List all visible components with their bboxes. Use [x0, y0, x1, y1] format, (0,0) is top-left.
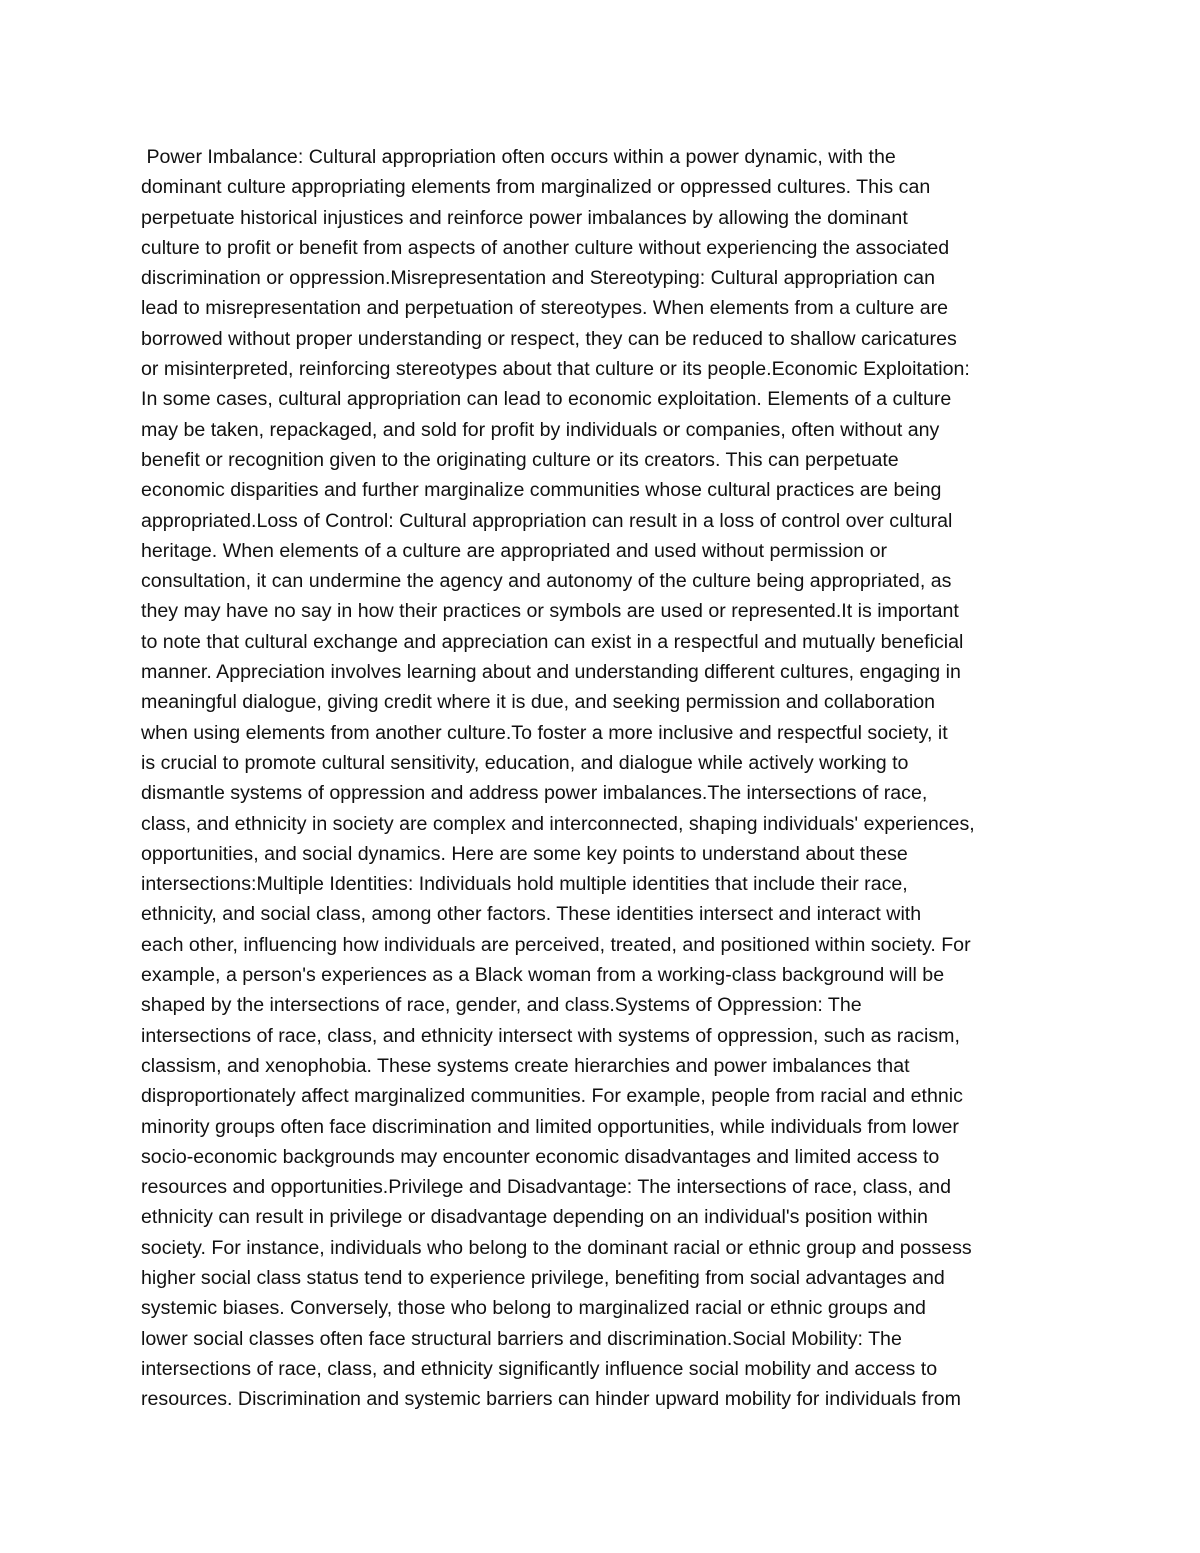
text-line: heritage. When elements of a culture are appropriated and used without permission or	[141, 539, 888, 562]
text-line: intersections of race, class, and ethnicity intersect with systems of oppression, such as racism,	[141, 1024, 960, 1047]
text-line: disproportionately affect marginalized communities. For example, people from racial and ethnic	[141, 1085, 963, 1108]
text-line: perpetuate historical injustices and reinforce power imbalances by allowing the dominant	[141, 206, 908, 229]
text-line: higher social class status tend to experience privilege, benefiting from social advantages and	[141, 1266, 945, 1289]
text-line: each other, influencing how individuals are perceived, treated, and positioned within society. For	[141, 933, 971, 956]
text-line: is crucial to promote cultural sensitivity, education, and dialogue while actively working to	[141, 751, 909, 774]
text-line: classism, and xenophobia. These systems create hierarchies and power imbalances that	[141, 1054, 910, 1077]
text-line: benefit or recognition given to the originating culture or its creators. This can perpetuate	[141, 448, 899, 471]
text-line: shaped by the intersections of race, gender, and class.Systems of Oppression: The	[141, 994, 862, 1017]
text-line: dominant culture appropriating elements from marginalized or oppressed cultures. This can	[141, 176, 931, 199]
text-line: intersections:Multiple Identities: Individuals hold multiple identities that include their race,	[141, 873, 908, 896]
text-line: In some cases, cultural appropriation can lead to economic exploitation. Elements of a culture	[141, 388, 952, 411]
text-line: dismantle systems of oppression and address power imbalances.The intersections of race,	[141, 782, 928, 805]
text-line: when using elements from another culture.To foster a more inclusive and respectful society, it	[141, 721, 948, 744]
text-line: resources. Discrimination and systemic barriers can hinder upward mobility for individuals from	[141, 1388, 961, 1411]
text-line: resources and opportunities.Privilege and Disadvantage: The intersections of race, class, and	[141, 1176, 951, 1199]
text-line: they may have no say in how their practices or symbols are used or represented.It is important	[141, 600, 959, 623]
text-line: culture to profit or benefit from aspects of another culture without experiencing the associated	[141, 236, 950, 259]
text-line: consultation, it can undermine the agency and autonomy of the culture being appropriated, as	[141, 570, 952, 593]
text-line: manner. Appreciation involves learning about and understanding different cultures, engaging in	[141, 661, 961, 684]
text-line: class, and ethnicity in society are complex and interconnected, shaping individuals' experiences,	[141, 812, 975, 835]
text-line: may be taken, repackaged, and sold for profit by individuals or companies, often without any	[141, 418, 940, 441]
text-line: borrowed without proper understanding or respect, they can be reduced to shallow caricatures	[141, 327, 957, 350]
text-line: appropriated.Loss of Control: Cultural appropriation can result in a loss of control over cultural	[141, 509, 953, 532]
text-line: Power Imbalance: Cultural appropriation often occurs within a power dynamic, with the	[141, 146, 896, 168]
document-body	[141, 142, 1081, 1414]
text-line: discrimination or oppression.Misrepresentation and Stereotyping: Cultural appropriation can	[141, 267, 935, 290]
text-line: society. For instance, individuals who belong to the dominant racial or ethnic group and possess	[141, 1236, 972, 1259]
text-line: lower social classes often face structural barriers and discrimination.Social Mobility: The	[141, 1327, 902, 1350]
text-line: ethnicity, and social class, among other factors. These identities intersect and interact with	[141, 903, 922, 926]
text-line: systemic biases. Conversely, those who belong to marginalized racial or ethnic groups and	[141, 1297, 926, 1320]
text-line: socio-economic backgrounds may encounter economic disadvantages and limited access to	[141, 1145, 940, 1168]
text-line: to note that cultural exchange and appreciation can exist in a respectful and mutually beneficial	[141, 630, 964, 653]
text-line: opportunities, and social dynamics. Here are some key points to understand about these	[141, 842, 908, 865]
text-line: meaningful dialogue, giving credit where it is due, and seeking permission and collaboration	[141, 691, 936, 714]
text-line: intersections of race, class, and ethnicity significantly influence social mobility and access to	[141, 1357, 938, 1380]
text-line: or misinterpreted, reinforcing stereotypes about that culture or its people.Economic Exploitation:	[141, 358, 970, 381]
text-line: example, a person's experiences as a Black woman from a working-class background will be	[141, 964, 945, 987]
text-line: economic disparities and further marginalize communities whose cultural practices are being	[141, 479, 942, 502]
text-line: ethnicity can result in privilege or disadvantage depending on an individual's position within	[141, 1206, 928, 1229]
text-line: lead to misrepresentation and perpetuation of stereotypes. When elements from a culture are	[141, 297, 949, 320]
text-line: minority groups often face discrimination and limited opportunities, while individuals from lower	[141, 1115, 959, 1138]
